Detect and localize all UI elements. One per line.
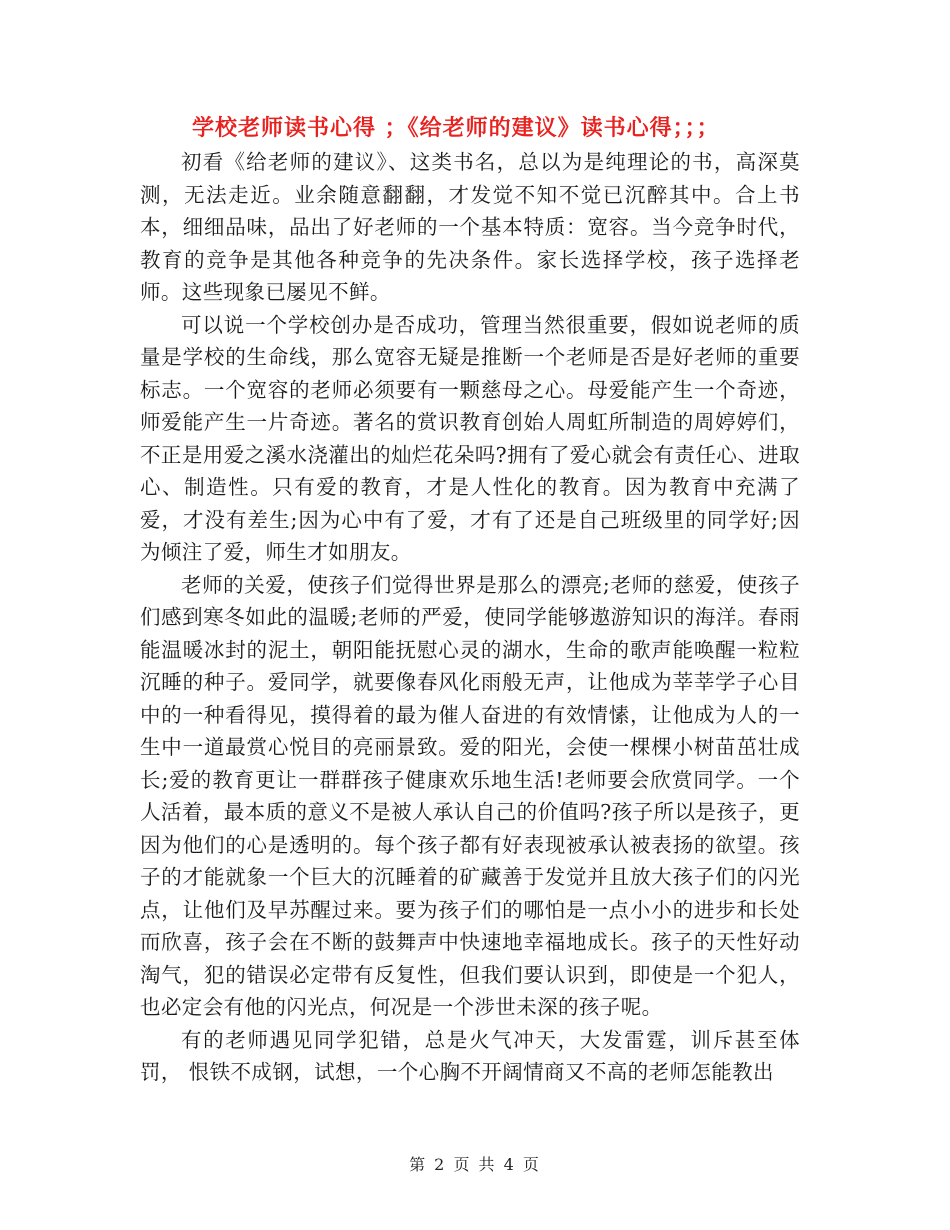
paragraph-2: 可以说一个学校创办是否成功，管理当然很重要，假如说老师的质量是学校的生命线，那么宽容无疑是推断一个老师是否是好老师的重要标志。一个宽容的老师必须要有一颗慈母之心。母爱能产生一个奇迹，师爱能产生一片奇迹。著名的赏识教育创始人周虹所制造的周婷婷们，不正是用爱之溪水浇灌出的灿烂花朵吗?拥有了爱心就会有责任心、进取心、制造性。只有爱的教育，才是人性化的教育。因为教育中充满了爱，才没有差生;因为心中有了爱，才有了还是自己班级里的同学好;因为倾注了爱，师生才如朋友。 (140, 312, 800, 564)
paragraph-4: 有的老师遇见同学犯错，总是火气冲天，大发雷霆，训斥甚至体罚， 恨铁不成钢，试想，一个心胸不开阔情商又不高的老师怎能教出 (140, 1027, 800, 1084)
document-body (140, 146, 800, 1089)
paragraph-1: 初看《给老师的建议》、这类书名，总以为是纯理论的书，高深莫测，无法走近。业余随意翻翻，才发觉不知不觉已沉醉其中。合上书本，细细品味，品出了好老师的一个基本特质：宽容。当今竞争时代，教育的竞争是其他各种竞争的先决条件。家长选择学校，孩子选择老师。这些现象已屡见不鲜。 (140, 150, 800, 304)
document-title: 学校老师读书心得 ；《给老师的建议》读书心得；；； (192, 115, 720, 141)
paragraph-3: 老师的关爱，使孩子们觉得世界是那么的漂亮;老师的慈爱，使孩子们感到寒冬如此的温暖;老师的严爱，使同学能够遨游知识的海洋。春雨能温暖冰封的泥土，朝阳能抚慰心灵的湖水，生命的歌声能唤醒一粒粒沉睡的种子。爱同学，就要像春风化雨般无声，让他成为莘莘学子心目中的一种看得见，摸得着的最为催人奋进的有效情愫，让他成为人的一生中一道最赏心悦目的亮丽景致。爱的阳光，会使一棵棵小树苗茁壮成长;爱的教育更让一群群孩子健康欢乐地生活!老师要会欣赏同学。一个人活着，最本质的意义不是被人承认自己的价值吗?孩子所以是孩子，更因为他们的心是透明的。每个孩子都有好表现被承认被表扬的欲望。孩子的才能就象一个巨大的沉睡着的矿藏善于发觉并且放大孩子们的闪光点，让他们及早苏醒过来。要为孩子们的哪怕是一点小小的进步和长处而欣喜，孩子会在不断的鼓舞声中快速地幸福地成长。孩子的天性好动淘气，犯的错误必定带有反复性，但我们要认识到，即使是一个犯人，也必定会有他的闪光点，何况是一个涉世未深的孩子呢。 (140, 572, 800, 1019)
page-number-footer: 第 2 页 共 4 页 (409, 1155, 541, 1174)
